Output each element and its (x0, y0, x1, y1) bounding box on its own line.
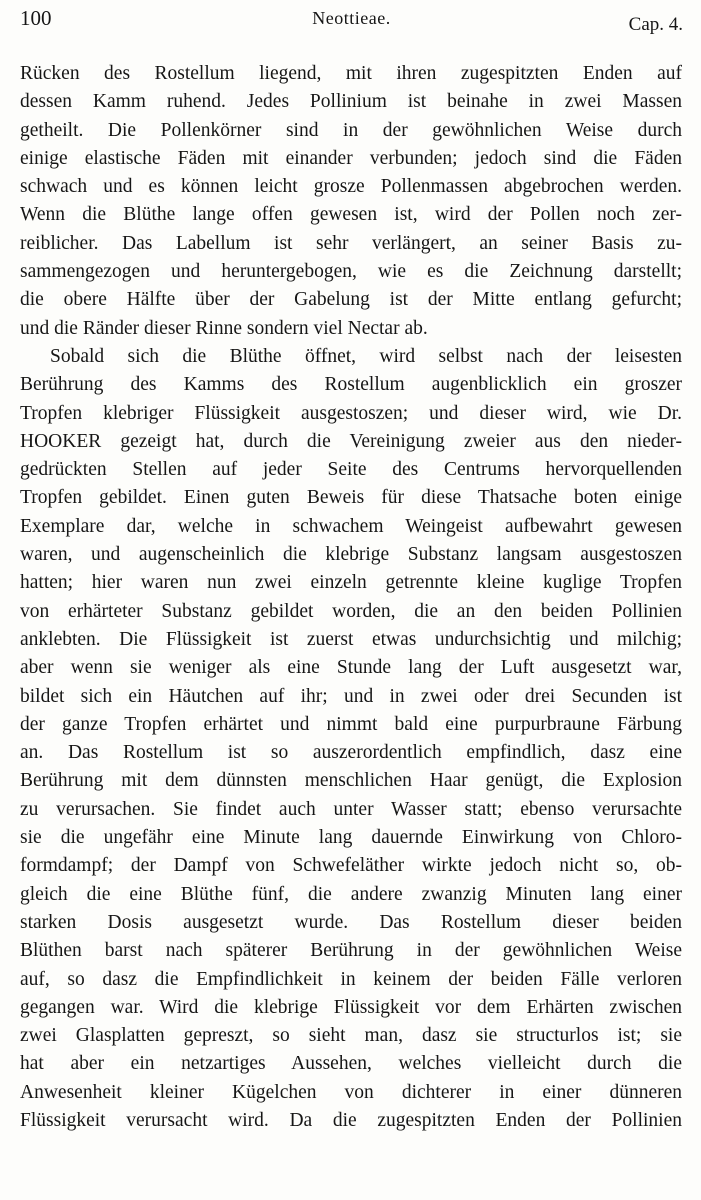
text-line: dessen Kamm ruhend. Jedes Pollinium ist beinahe in zwei Massen (20, 91, 682, 113)
paragraph-end-line: und die Ränder dieser Rinne sondern viel Nectar ab. (20, 317, 428, 339)
section-title: Neottieae. (312, 8, 391, 28)
text-line: Tropfen klebriger Flüssigkeit ausgestoszen; und dieser wird, wie Dr. (20, 402, 682, 424)
text-line: sammengezogen und heruntergebogen, wie es die Zeichnung darstellt; (20, 261, 682, 283)
paragraph-start-line: Sobald sich die Blüthe öffnet, wird selbst nach der leisesten (50, 345, 682, 367)
text-line: starken Dosis ausgesetzt wurde. Das Rostellum dieser beiden (20, 911, 682, 933)
text-line: reiblicher. Das Labellum ist sehr verlängert, an seiner Basis zu- (20, 232, 682, 254)
text-line: einige elastische Fäden mit einander verbunden; jedoch sind die Fäden (20, 147, 682, 169)
text-line: zwei Glasplatten gepreszt, so sieht man, dasz sie structurlos ist; sie (20, 1025, 682, 1047)
text-line: hat aber ein netzartiges Aussehen, welches vielleicht durch die (20, 1053, 682, 1075)
text-line: die obere Hälfte über der Gabelung ist der Mitte entlang gefurcht; (20, 289, 682, 311)
text-line: getheilt. Die Pollenkörner sind in der gewöhnlichen Weise durch (20, 119, 682, 141)
text-line: Anwesenheit kleiner Kügelchen von dichterer in einer dünneren (20, 1081, 682, 1103)
text-line: Blüthen barst nach späterer Berührung in der gewöhnlichen Weise (20, 940, 682, 962)
text-line: gedrückten Stellen auf jeder Seite des Centrums hervorquellenden (20, 459, 682, 481)
text-line: waren, und augenscheinlich die klebrige Substanz langsam ausgestoszen (20, 544, 682, 566)
text-line: schwach und es können leicht grosze Pollenmassen abgebrochen werden. (20, 176, 682, 198)
text-line: zu verursachen. Sie findet auch unter Wasser statt; ebenso verursachte (20, 798, 682, 820)
text-line: von erhärteter Substanz gebildet worden, die an den beiden Pollinien (20, 600, 682, 622)
text-line: hatten; hier waren nun zwei einzeln getrennte kleine kuglige Tropfen (20, 572, 682, 594)
text-line: Exemplare dar, welche in schwachem Weingeist aufbewahrt gewesen (20, 515, 682, 537)
text-line: HOOKER gezeigt hat, durch die Vereinigung zweier aus den nieder- (20, 430, 682, 452)
text-line: der ganze Tropfen erhärtet und nimmt bald eine purpurbraune Färbung (20, 713, 682, 735)
text-line: Rücken des Rostellum liegend, mit ihren zugespitzten Enden auf (20, 63, 682, 84)
text-line: Tropfen gebildet. Einen guten Beweis für diese Thatsache boten einige (20, 487, 682, 509)
text-line: sie die ungefähr eine Minute lang dauernde Einwirkung von Chloro- (20, 827, 682, 849)
text-line: Wenn die Blüthe lange offen gewesen ist, wird der Pollen noch zer- (20, 204, 682, 226)
text-line: gleich die eine Blüthe fünf, die andere zwanzig Minuten lang einer (20, 883, 682, 905)
body-text (20, 60, 682, 1135)
text-line: bildet sich ein Häutchen auf ihr; und in zwei oder drei Secunden ist (20, 685, 682, 707)
text-line: gegangen war. Wird die klebrige Flüssigkeit vor dem Erhärten zwischen (20, 996, 682, 1018)
page-number: 100 (20, 6, 52, 30)
text-line: anklebten. Die Flüssigkeit ist zuerst etwas undurchsichtig und milchig; (20, 628, 682, 650)
text-line: auf, so dasz die Empfindlichkeit in keinem der beiden Fälle verloren (20, 968, 682, 990)
text-line: an. Das Rostellum ist so auszerordentlich empfindlich, dasz eine (20, 742, 682, 764)
text-line: aber wenn sie weniger als eine Stunde lang der Luft ausgesetzt war, (20, 657, 682, 679)
text-line: Berührung mit dem dünnsten menschlichen Haar genügt, die Explosion (20, 770, 682, 792)
text-line: formdampf; der Dampf von Schwefeläther wirkte jedoch nicht so, ob- (20, 855, 682, 877)
text-line: Flüssigkeit verursacht wird. Da die zugespitzten Enden der Pollinien (20, 1109, 682, 1131)
chapter-label: Cap. 4. (628, 14, 683, 35)
running-head (20, 6, 683, 42)
text-line: Berührung des Kamms des Rostellum augenblicklich ein groszer (20, 374, 682, 396)
